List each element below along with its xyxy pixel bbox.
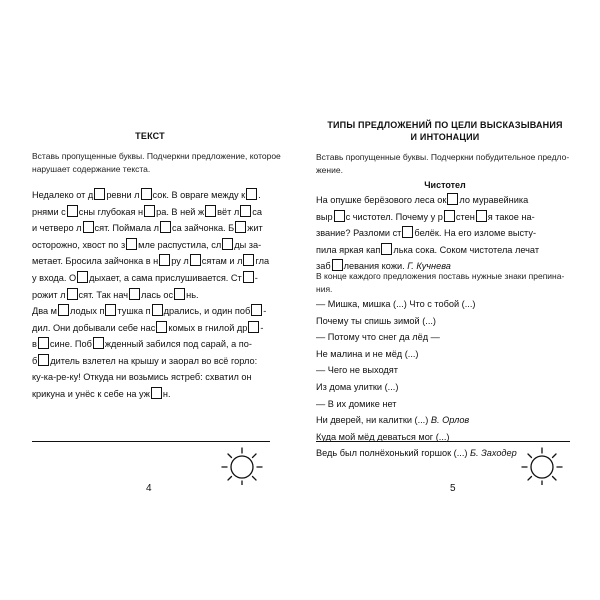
text-segment: стен xyxy=(455,211,475,222)
poem-line xyxy=(316,398,397,410)
poem-line-text: Из дома улитки (...) xyxy=(316,382,399,392)
text-line xyxy=(32,320,266,337)
missing-letter-box[interactable] xyxy=(151,387,162,399)
page-number-right: 5 xyxy=(450,483,456,494)
text-segment: лась ос xyxy=(141,289,174,300)
text-line xyxy=(32,253,269,270)
text-line xyxy=(32,237,269,254)
text-segment: ды за- xyxy=(234,239,262,250)
sun-icon xyxy=(214,445,270,485)
text-segment: сят. Поймала л xyxy=(94,223,160,234)
text-segment: белёк. На его изломе высту- xyxy=(414,228,537,239)
missing-letter-box[interactable] xyxy=(402,226,413,238)
text-line xyxy=(32,303,266,320)
text-segment: - xyxy=(260,322,264,333)
sun-icon xyxy=(514,445,570,485)
text-segment: сят. Так нач xyxy=(78,289,129,300)
poem-line xyxy=(316,331,440,343)
missing-letter-box[interactable] xyxy=(38,337,49,349)
text-line xyxy=(32,369,266,386)
text-segment: н. xyxy=(162,388,171,399)
text-line xyxy=(32,336,266,353)
poem-line-text: Куда мой мёд деваться мог (...) xyxy=(316,431,450,442)
text-segment: ку-ка-ре-ку! Откуда ни возьмись ястреб: схватил он xyxy=(32,372,252,383)
left-instruction: Вставь пропущенные буквы. Подчеркни предложение, которое нарушает содержание текста. xyxy=(32,151,281,174)
text-segment: лька сока. Соком чистотела лечат xyxy=(393,244,540,255)
divider-line-right xyxy=(316,441,570,442)
text-line xyxy=(316,242,539,259)
text-line xyxy=(32,220,269,237)
poem-line-text: Ведь был полнёхонький горшок (...) xyxy=(316,448,468,459)
missing-letter-box[interactable] xyxy=(144,205,155,217)
text-segment: у входа. О xyxy=(32,272,77,283)
text-segment: рнями с xyxy=(32,206,66,217)
missing-letter-box[interactable] xyxy=(93,337,104,349)
text-segment: б xyxy=(32,355,38,366)
text-segment: - xyxy=(254,272,258,283)
poem-line xyxy=(316,298,475,310)
poem-line xyxy=(316,414,469,426)
missing-letter-box[interactable] xyxy=(141,188,152,200)
missing-letter-box[interactable] xyxy=(77,271,88,283)
right-page xyxy=(300,0,600,600)
text-segment: сок. В овраге между к xyxy=(152,190,246,200)
text-line xyxy=(32,386,266,403)
text-segment: и четверо л xyxy=(32,223,82,234)
poem-line xyxy=(316,364,398,376)
text-segment: дрались, и один поб xyxy=(163,306,251,316)
missing-letter-box[interactable] xyxy=(67,205,78,217)
missing-letter-box[interactable] xyxy=(129,288,140,300)
poem-line-text: Почему ты спишь зимой (...) xyxy=(316,315,436,326)
missing-letter-box[interactable] xyxy=(67,288,78,300)
missing-letter-box[interactable] xyxy=(160,221,171,233)
text-segment: ревни л xyxy=(106,190,140,200)
text-line xyxy=(316,225,539,242)
text-line xyxy=(32,187,269,204)
page-number-left: 4 xyxy=(146,483,152,494)
text-segment: сны глубокая н xyxy=(78,206,144,217)
text-segment: Два м xyxy=(32,306,57,316)
text-segment: крикуна и унёс к себе на уж xyxy=(32,388,150,399)
missing-letter-box[interactable] xyxy=(444,210,455,222)
text-segment: тушка п xyxy=(117,306,151,316)
text-segment: гла xyxy=(255,256,270,267)
missing-letter-box[interactable] xyxy=(174,288,185,300)
missing-letter-box[interactable] xyxy=(58,304,69,316)
poem-line-text: Не малина и не мёд (...) xyxy=(316,348,419,359)
text-segment: осторожно, хвост по з xyxy=(32,239,126,250)
text-line xyxy=(32,270,269,287)
missing-letter-box[interactable] xyxy=(235,221,246,233)
text-segment: сине. Поб xyxy=(49,339,92,350)
left-paragraph-1 xyxy=(32,187,269,303)
text-segment: метает. Бросила зайчонка в н xyxy=(32,256,159,267)
missing-letter-box[interactable] xyxy=(243,271,254,283)
missing-letter-box[interactable] xyxy=(126,238,137,250)
text-segment: звание? Разломи ст xyxy=(316,228,402,239)
text-segment: в xyxy=(32,339,37,350)
text-line xyxy=(32,204,269,221)
missing-letter-box[interactable] xyxy=(190,254,201,266)
text-segment: нь. xyxy=(186,289,199,300)
text-segment: ру л xyxy=(171,256,189,267)
missing-letter-box[interactable] xyxy=(205,205,216,217)
text-line xyxy=(316,209,539,226)
missing-letter-box[interactable] xyxy=(83,221,94,233)
missing-letter-box[interactable] xyxy=(334,210,345,222)
missing-letter-box[interactable] xyxy=(156,321,167,333)
text-segment: сятам и л xyxy=(201,256,243,267)
missing-letter-box[interactable] xyxy=(476,210,487,222)
text-segment: выр xyxy=(316,211,333,222)
poem-line xyxy=(316,315,436,327)
text-segment: . xyxy=(258,190,261,200)
poem-line-text: Ни дверей, ни калитки (...) xyxy=(316,415,429,426)
poem-line-text: — Мишка, мишка (...) Что с тобой (...) xyxy=(316,299,476,309)
text-segment: с чистотел. Почему у р xyxy=(345,211,443,222)
text-segment: са xyxy=(252,206,262,217)
missing-letter-box[interactable] xyxy=(159,254,170,266)
poem-line-text: — Чего не выходят xyxy=(316,365,398,376)
text-segment: левания кожи. xyxy=(343,261,405,272)
missing-letter-box[interactable] xyxy=(152,304,163,316)
missing-letter-box[interactable] xyxy=(222,238,233,250)
missing-letter-box[interactable] xyxy=(251,304,262,316)
missing-letter-box[interactable] xyxy=(381,243,392,255)
text-segment: комых в гнилой др xyxy=(168,322,248,333)
text-segment: - xyxy=(263,306,267,316)
text-segment: жит xyxy=(247,223,263,234)
text-segment: мле распустила, сл xyxy=(138,239,222,250)
right-instruction-2: В конце каждого предложения поставь нужные знаки препина- ния. xyxy=(316,271,565,294)
text-segment: лодых п xyxy=(69,306,105,316)
poem-line xyxy=(316,381,398,393)
text-segment: ра. В ней ж xyxy=(156,206,205,217)
text-segment: вёт л xyxy=(217,206,240,217)
missing-letter-box[interactable] xyxy=(447,193,458,205)
missing-letter-box[interactable] xyxy=(94,188,105,200)
text-segment: са зайчонка. Б xyxy=(172,223,235,234)
author-name: В. Орлов xyxy=(428,415,470,426)
right-instruction: Вставь пропущенные буквы. Подчеркни побудительное предло- жение. xyxy=(316,152,570,175)
text-segment: заб xyxy=(316,261,331,272)
missing-letter-box[interactable] xyxy=(248,321,259,333)
poem-line xyxy=(316,348,419,360)
right-page-title: ТИПЫ ПРЕДЛОЖЕНИЙ ПО ЦЕЛИ ВЫСКАЗЫВАНИЯ И ИНТОНАЦИИ xyxy=(327,120,563,142)
poem-line-text: — В их домике нет xyxy=(316,398,397,409)
right-paragraph-1 xyxy=(316,192,539,275)
text-segment: дыхает, а сама прислушивается. Ст xyxy=(89,272,242,283)
missing-letter-box[interactable] xyxy=(246,188,257,200)
text-segment: дитель взлетел на крышу и заорал во всё горло: xyxy=(50,355,258,366)
poem-line-text: — Потому что снег да лёд — xyxy=(316,332,440,343)
missing-letter-box[interactable] xyxy=(105,304,116,316)
author-name: Г. Кучнева xyxy=(404,261,451,272)
divider-line xyxy=(32,441,270,442)
text-segment: Недалеко от д xyxy=(32,190,94,200)
text-segment: ло муравейника xyxy=(459,195,529,205)
text-segment: пила яркая кап xyxy=(316,244,381,255)
text-segment: я такое на- xyxy=(487,211,535,222)
text-segment: дил. Они добывали себе нас xyxy=(32,322,156,333)
missing-letter-box[interactable] xyxy=(38,354,49,366)
story-title: Чистотел xyxy=(424,180,466,190)
text-line xyxy=(32,353,266,370)
left-page-title: ТЕКСТ xyxy=(135,131,165,141)
text-segment: рожит л xyxy=(32,289,66,300)
text-line xyxy=(316,192,539,209)
poem-line xyxy=(316,447,517,459)
author-name: Б. Заходер xyxy=(467,448,517,459)
text-segment: жденный забился под сарай, а по- xyxy=(104,339,252,350)
missing-letter-box[interactable] xyxy=(240,205,251,217)
text-segment: На опушке берёзового леса ок xyxy=(316,195,447,205)
text-line xyxy=(32,287,269,304)
left-paragraph-2 xyxy=(32,303,266,403)
missing-letter-box[interactable] xyxy=(243,254,254,266)
